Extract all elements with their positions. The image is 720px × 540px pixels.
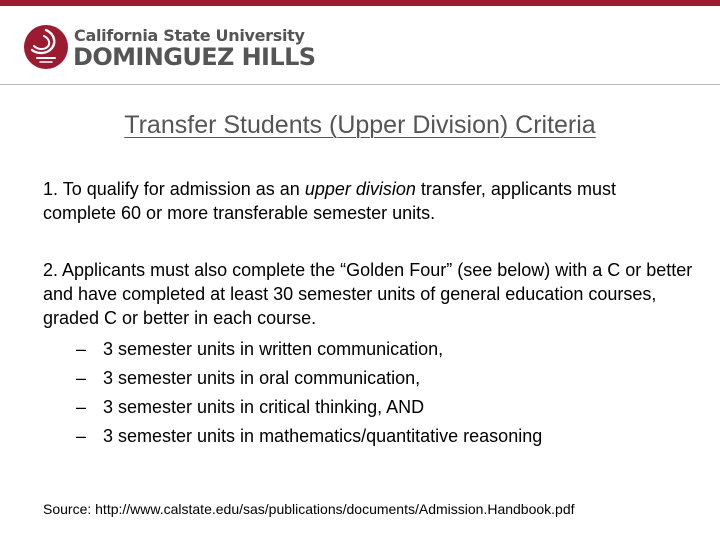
list-item-text: 3 semester units in written communication,	[103, 339, 444, 359]
list-item-text: 3 semester units in mathematics/quantitative reasoning	[103, 426, 543, 446]
list-item-text: 3 semester units in oral communication,	[103, 368, 421, 388]
list-item	[76, 335, 542, 364]
slide-header	[0, 6, 720, 84]
list-item	[76, 422, 542, 451]
paragraph-1-text-start: 1. To qualify for admission as an	[43, 179, 305, 199]
list-item-text: 3 semester units in critical thinking, AND	[103, 397, 425, 417]
criteria-paragraph-2: 2. Applicants must also complete the “Golden Four” (see below) with a C or better and have completed at least 30 semester units of general education courses, graded C or better in each course.	[43, 260, 693, 328]
bullet-dash: –	[76, 397, 87, 417]
paragraph-1-text-end: transfer, applicants must complete 60 or more transferable semester units.	[43, 179, 616, 223]
bullet-dash: –	[76, 426, 87, 446]
list-item	[76, 364, 542, 393]
logo-text-campus: DOMINGUEZ HILLS	[73, 43, 316, 71]
criteria-paragraph-1	[43, 177, 693, 225]
list-item	[76, 393, 542, 422]
bullet-dash: –	[76, 368, 87, 388]
source-citation: Source: http://www.calstate.edu/sas/publications/documents/Admission.Handbook.pdf	[43, 501, 575, 517]
golden-four-list	[76, 335, 542, 451]
bullet-dash: –	[76, 339, 87, 359]
slide-title: Transfer Students (Upper Division) Criteria	[124, 111, 596, 139]
paragraph-1-italic: upper division	[304, 179, 416, 199]
header-divider	[0, 84, 720, 85]
logo-text-university: California State University	[74, 26, 305, 45]
csudh-seal-icon	[23, 24, 69, 70]
